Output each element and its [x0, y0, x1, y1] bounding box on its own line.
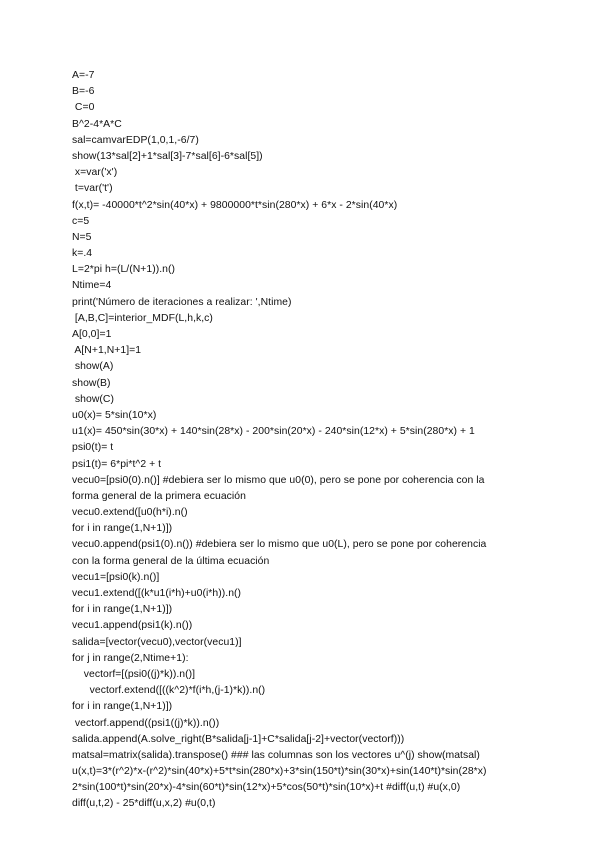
code-line: vecu1.append(psi1(k).n())	[72, 620, 193, 632]
code-line: A=-7	[72, 70, 95, 81]
code-line: for j in range(2,Ntime+1):	[72, 652, 189, 664]
code-line: for i in range(1,N+1)])	[72, 604, 173, 616]
code-line: vecu0.append(psi1(0).n()) #debiera ser lo mismo que u0(L), pero se pone por coherencia	[72, 539, 487, 551]
code-line: psi0(t)= t	[72, 442, 114, 454]
code-line: vectorf=[(psi0((j)*k)).n()]	[72, 668, 196, 680]
code-line: N=5	[72, 231, 92, 243]
code-line: matsal=matrix(salida).transpose() ### las columnas son los vectores u^(j) show(matsal)	[72, 749, 480, 761]
code-line: vecu1=[psi0(k).n()]	[72, 571, 160, 583]
code-block	[72, 68, 542, 813]
code-line: vecu0.extend([u0(h*i).n()	[72, 507, 188, 519]
code-line: t=var('t')	[72, 183, 113, 195]
code-line: sal=camvarEDP(1,0,1,-6/7)	[72, 134, 199, 146]
code-line: vectorf.append((psi1((j)*k)).n())	[72, 717, 220, 729]
code-line: A[0,0]=1	[72, 329, 112, 340]
code-line: B^2-4*A*C	[72, 118, 122, 130]
code-line: c=5	[72, 215, 90, 227]
code-line: f(x,t)= -40000*t^2*sin(40*x) + 9800000*t*sin(280*x) + 6*x - 2*sin(40*x)	[72, 199, 398, 211]
code-line: salida=[vector(vecu0),vector(vecu1)]	[72, 636, 242, 648]
code-line: u(x,t)=3*(r^2)*x-(r^2)*sin(40*x)+5*t*sin(280*x)+3*sin(150*t)*sin(30*x)+sin(140*t)*sin(28*x)	[72, 766, 487, 778]
code-line: C=0	[72, 102, 95, 114]
code-line: for i in range(1,N+1)])	[72, 523, 173, 535]
code-line: salida.append(A.solve_right(B*salida[j-1]+C*salida[j-2]+vector(vectorf)))	[72, 733, 405, 745]
code-line: forma general de la primera ecuación	[72, 490, 246, 502]
code-line: x=var('x')	[72, 167, 118, 179]
code-line: k=.4	[72, 248, 93, 260]
code-line: con la forma general de la última ecuación	[72, 555, 270, 567]
code-line: u1(x)= 450*sin(30*x) + 140*sin(28*x) - 200*sin(20*x) - 240*sin(12*x) + 5*sin(280*x) + 1	[72, 426, 475, 438]
code-line: L=2*pi h=(L/(N+1)).n()	[72, 264, 176, 276]
code-line: show(C)	[72, 393, 114, 405]
code-line: vectorf.extend([((k^2)*f(i*h,(j-1)*k)).n()	[72, 685, 266, 697]
code-line: A[N+1,N+1]=1	[72, 345, 142, 357]
code-line: vecu1.extend([(k*u1(i*h)+u0(i*h)).n()	[72, 588, 242, 599]
code-line: print('Número de iteraciones a realizar: ',Ntime)	[72, 296, 292, 308]
code-line: show(13*sal[2]+1*sal[3]-7*sal[6]-6*sal[5])	[72, 150, 263, 162]
code-line: u0(x)= 5*sin(10*x)	[72, 409, 157, 421]
code-line: show(A)	[72, 361, 114, 373]
code-line: show(B)	[72, 377, 111, 389]
code-line: for i in range(1,N+1)])	[72, 701, 173, 713]
code-line: Ntime=4	[72, 280, 112, 292]
code-line: psi1(t)= 6*pi*t^2 + t	[72, 458, 162, 470]
code-line: diff(u,t,2) - 25*diff(u,x,2) #u(0,t)	[72, 798, 216, 810]
code-line: [A,B,C]=interior_MDF(L,h,k,c)	[72, 312, 213, 324]
code-line: vecu0=[psi0(0).n()] #debiera ser lo mismo que u0(0), pero se pone por coherencia con la	[72, 474, 485, 486]
code-line: B=-6	[72, 86, 95, 98]
code-line: 2*sin(100*t)*sin(20*x)-4*sin(60*t)*sin(12*x)+5*cos(50*t)*sin(10*x)+t #diff(u,t) #u(x,0)	[72, 782, 461, 794]
